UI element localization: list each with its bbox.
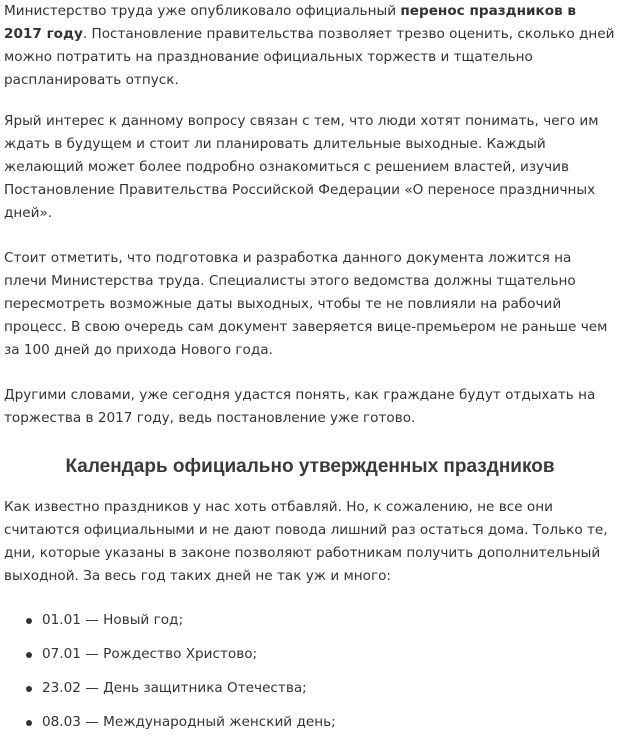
list-item (4, 609, 616, 632)
paragraph-summary: Другими словами, уже сегодня удастся понять, как граждане будут отдыхать на торжества в 2017 году, ведь постановление уже готово. (4, 387, 596, 426)
holiday-list (4, 609, 616, 734)
bullet-icon (26, 652, 32, 658)
bullet-icon (26, 686, 32, 692)
paragraph-interest: Ярый интерес к данному вопросу связан с тем, что люди хотят понимать, чего им ждать в будущем и стоит ли планировать длительные выходные. Каждый желающий может более подробно ознакомиться с решением властей, изучив Постановление Правительства Российской Федерации «О переносе праздничных дней». (4, 113, 599, 221)
paragraph-intro-end: . Постановление правительства позволяет трезво оценить, сколько дней можно потратить на празднование официальных торжеств и тщательно распланировать отпуск. (4, 26, 615, 88)
holiday-text: 08.03 — Международный женский день; (42, 714, 336, 730)
holiday-text: 07.01 — Рождество Христово; (42, 646, 258, 662)
bullet-icon (26, 618, 32, 624)
bullet-icon (26, 720, 32, 726)
section-heading: Календарь официально утвержденных праздников (65, 456, 555, 477)
article-body (4, 0, 616, 745)
paragraph-holidays-intro: Как известно праздников у нас хоть отбавляй. Но, к сожалению, не все они считаются официальными и не дают повода лишний раз остаться дома. Только те, дни, которые указаны в законе позволяют работникам получить дополнительный выходной. За весь год таких дней не так уж и много: (4, 499, 608, 584)
holiday-text: 23.02 — День защитника Отечества; (42, 680, 307, 696)
list-item (4, 643, 616, 666)
paragraph-ministry: Стоит отметить, что подготовка и разработка данного документа ложится на плечи Министерства труда. Специалисты этого ведомства должны тщательно пересмотреть возможные даты выходных, чтобы те не повлияли на рабочий процесс. В свою очередь сам документ заверяется вице-премьером не раньше чем за 100 дней до прихода Нового года. (4, 250, 608, 358)
paragraph-intro (4, 0, 616, 92)
holiday-text: 01.01 — Новый год; (42, 612, 184, 628)
holiday-transfer-highlight: перенос праздников в 2017 году (4, 3, 577, 42)
list-item (4, 677, 616, 700)
list-item (4, 711, 616, 734)
paragraph-intro-start: Министерство труда уже опубликовало официальный (4, 3, 401, 19)
